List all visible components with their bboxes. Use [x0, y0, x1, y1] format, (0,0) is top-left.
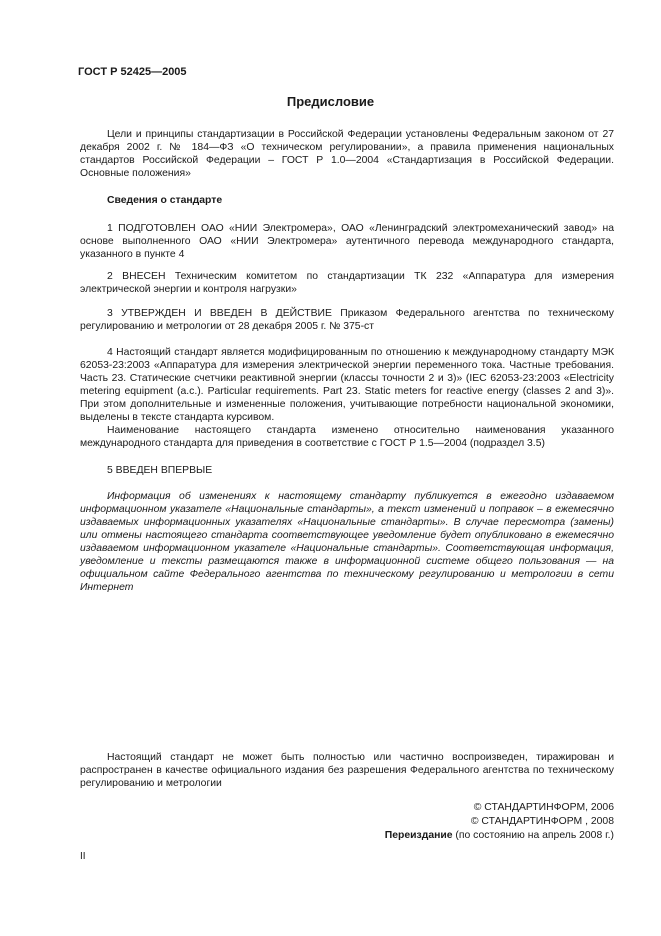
- item-5: [80, 464, 614, 477]
- page-number: II: [80, 851, 86, 862]
- item-4-note: Наименование настоящего стандарта изменено относительно наименования указанного международного стандарта для приведения в соответствие с ГОСТ Р 1.5—2004 (подраздел 3.5): [80, 425, 614, 449]
- page-title: Предисловие: [286, 94, 375, 109]
- item-1: [80, 222, 614, 261]
- changes-notice-text: Информация об изменениях к настоящему стандарту публикуется в ежегодно издаваемом информационном указателе «Национальные стандарты», а текст изменений и поправок – в ежемесячно издаваемых информационных указателях «Национальные стандарты». В случае пересмотра (замены) или отмены настоящего стандарта соответствующее уведомление будет опубликовано в ежемесячно издаваемом информационном указателе «Национальные стандарты». Соответствующая информация, уведомление и тексты размещаются также в информационной системе общего пользования — на официальном сайте Федерального агентства по техническому регулированию и метрологии в сети Интернет: [80, 491, 614, 593]
- item-2-text: 2 ВНЕСЕН Техническим комитетом по стандартизации ТК 232 «Аппаратура для измерения электрической энергии и контроля нагрузки»: [80, 271, 614, 295]
- intro-paragraph: [80, 128, 614, 180]
- copyright-line-1: © СТАНДАРТИНФОРМ, 2006: [473, 802, 614, 813]
- reissue-label: Переиздание: [384, 830, 453, 841]
- item-5-text: 5 ВВЕДЕН ВПЕРВЫЕ: [107, 465, 213, 476]
- item-1-text: 1 ПОДГОТОВЛЕН ОАО «НИИ Электромера», ОАО «Ленинградский электромеханический завод» на основе выполненного ОАО «НИИ Электромера» аутентичного перевода международного стандарта, указанного в пункте 4: [80, 223, 614, 260]
- intro-text: Цели и принципы стандартизации в Российской Федерации установлены Федеральным законом от 27 декабря 2002 г. № 184—ФЗ «О техническом регулировании», а правила применения национальных стандартов Российской Федерации – ГОСТ Р 1.0—2004 «Стандартизация в Российской Федерации. Основные положения»: [80, 129, 614, 179]
- item-3-text: 3 УТВЕРЖДЕН И ВВЕДЕН В ДЕЙСТВИЕ Приказом Федерального агентства по техническому регулированию и метрологии от 28 декабря 2005 г. № 375-ст: [80, 308, 614, 332]
- section-heading: Сведения о стандарте: [107, 195, 223, 206]
- item-4: [80, 346, 614, 450]
- item-4-text: 4 Настоящий стандарт является модифицированным по отношению к международному стандарту МЭК 62053-23:2003 «Аппаратура для измерения электрической энергии переменного тока. Частные требования. Часть 23. Статические счетчики реактивной энергии (классы точности 2 и 3)» (IEC 62053-23:2003 «Electricity metering equipment (a.c.). Particular requirements. Part 23. Static meters for reactive energy (classes 2 and 3)». При этом дополнительные и измененные положения, учитывающие потребности национальной экономики, выделены в тексте стандарта курсивом.: [80, 347, 614, 423]
- copyright-line-2: © СТАНДАРТИНФОРМ , 2008: [470, 816, 614, 827]
- item-3: [80, 307, 614, 333]
- changes-notice: [80, 490, 614, 594]
- reissue-line: [385, 829, 614, 842]
- copyright-notice-text: Настоящий стандарт не может быть полностью или частично воспроизведен, тиражирован и распространен в качестве официального издания без разрешения Федерального агентства по техническому регулированию и метрологии: [80, 752, 614, 789]
- copyright-notice: [80, 751, 614, 790]
- document-code: ГОСТ Р 52425—2005: [78, 66, 187, 78]
- item-2: [80, 270, 614, 296]
- reissue-text: (по состоянию на апрель 2008 г.): [452, 830, 614, 841]
